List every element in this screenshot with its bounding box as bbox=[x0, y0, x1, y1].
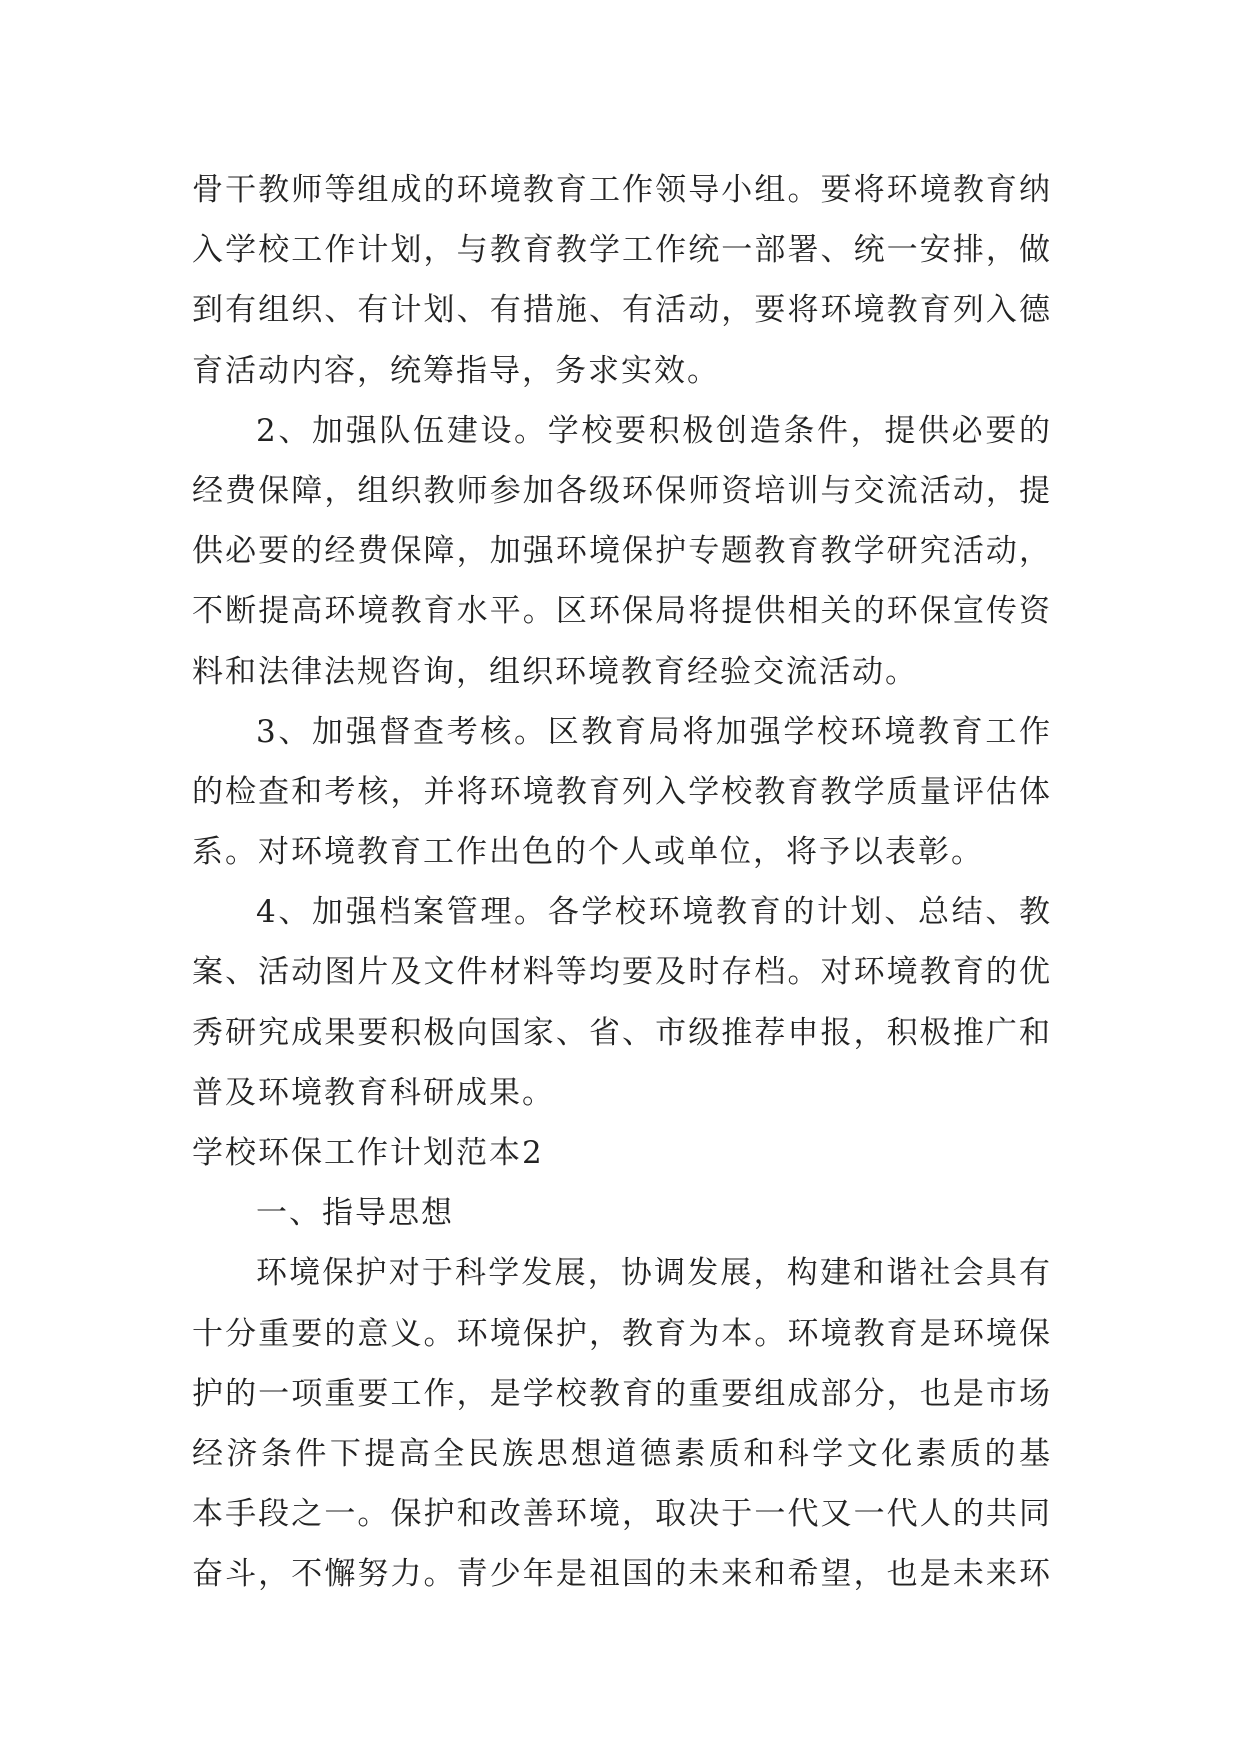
text-line: 奋斗，不懈努力。青少年是祖国的未来和希望，也是未来环 bbox=[192, 1556, 1052, 1593]
text-line: 本手段之一。保护和改善环境，取决于一代又一代人的共同 bbox=[192, 1496, 1052, 1533]
text-line: 骨干教师等组成的环境教育工作领导小组。要将环境教育纳 bbox=[192, 172, 1052, 208]
text-line: 系。对环境教育工作出色的个人或单位，将予以表彰。 bbox=[192, 834, 984, 871]
text-line: 环境保护对于科学发展，协调发展，构建和谐社会具有 bbox=[256, 1255, 1052, 1292]
text-line: 秀研究成果要积极向国家、省、市级推荐申报，积极推广和 bbox=[192, 1014, 1052, 1051]
text-line: 到有组织、有计划、有措施、有活动，要将环境教育列入德 bbox=[192, 292, 1052, 329]
text-line: 经济条件下提高全民族思想道德素质和科学文化素质的基 bbox=[192, 1435, 1052, 1472]
text-line: 料和法律法规咨询，组织环境教育经验交流活动。 bbox=[192, 653, 918, 690]
text-line: 育活动内容，统筹指导，务求实效。 bbox=[192, 352, 720, 389]
text-line: 普及环境教育科研成果。 bbox=[192, 1074, 555, 1111]
text-line: 2、加强队伍建设。学校要积极创造条件，提供必要的 bbox=[256, 412, 1052, 449]
section-heading: 学校环保工作计划范本2 bbox=[192, 1135, 544, 1171]
text-line: 供必要的经费保障，加强环境保护专题教育教学研究活动， bbox=[192, 533, 1052, 570]
subsection-heading: 一、指导思想 bbox=[256, 1195, 454, 1232]
text-line: 3、加强督查考核。区教育局将加强学校环境教育工作 bbox=[256, 713, 1052, 750]
text-line: 不断提高环境教育水平。区环保局将提供相关的环保宣传资 bbox=[192, 593, 1052, 630]
text-line: 的检查和考核，并将环境教育列入学校教育教学质量评估体 bbox=[192, 773, 1052, 810]
text-line: 护的一项重要工作，是学校教育的重要组成部分，也是市场 bbox=[192, 1375, 1052, 1412]
text-line: 入学校工作计划，与教育教学工作统一部署、统一安排，做 bbox=[192, 232, 1052, 269]
text-line: 案、活动图片及文件材料等均要及时存档。对环境教育的优 bbox=[192, 954, 1052, 991]
text-line: 十分重要的意义。环境保护，教育为本。环境教育是环境保 bbox=[192, 1315, 1052, 1352]
body-text bbox=[192, 160, 1052, 1605]
text-line: 4、加强档案管理。各学校环境教育的计划、总结、教 bbox=[256, 894, 1052, 931]
text-line: 经费保障，组织教师参加各级环保师资培训与交流活动，提 bbox=[192, 472, 1052, 509]
